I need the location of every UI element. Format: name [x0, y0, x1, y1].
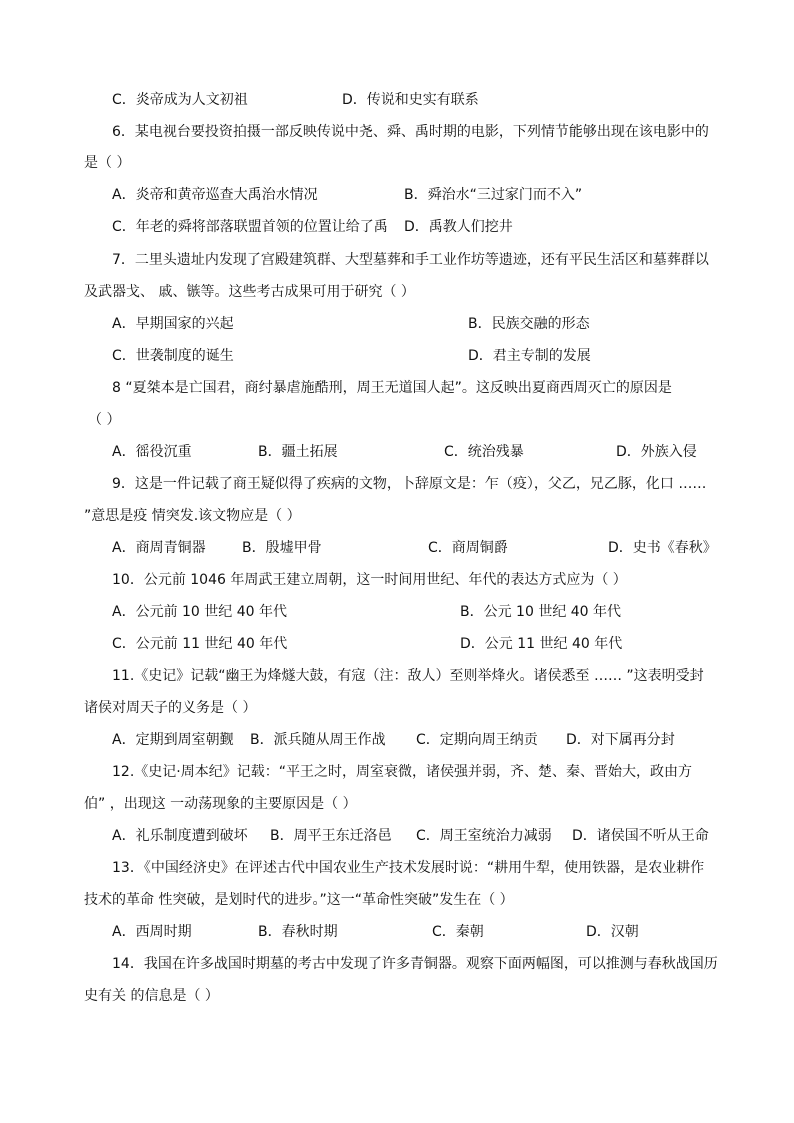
- question-11-cont: 诸侯对周天子的义务是（ ）: [84, 700, 257, 716]
- option-12c: C．周王室统治力减弱: [416, 828, 552, 844]
- option-13c: C．秦朝: [432, 924, 484, 940]
- option-13b: B．春秋时期: [258, 924, 338, 940]
- question-8: 8 “夏桀本是亡国君，商纣暴虐施酷刑，周王无道国人起”。这反映出夏商西周灭亡的原因是: [112, 380, 672, 396]
- question-8-cont: （ ）: [88, 412, 121, 428]
- option-9c: C．商周铜爵: [428, 540, 508, 556]
- option-10a: A．公元前 10 世纪 40 年代: [112, 604, 288, 620]
- question-12-cont: 伯” ，出现这 一动荡现象的主要原因是（ ）: [84, 796, 357, 812]
- option-5c: C．炎帝成为人文初祖: [112, 92, 248, 108]
- option-10b: B．公元 10 世纪 40 年代: [460, 604, 622, 620]
- question-6: 6．某电视台要投资拍摄一部反映传说中尧、舜、禹时期的电影，下列情节能够出现在该电影中的: [112, 124, 709, 140]
- option-11b: B．派兵随从周王作战: [250, 732, 386, 748]
- option-7a: A．早期国家的兴起: [112, 316, 234, 332]
- option-9a: A．商周青铜器: [112, 540, 206, 556]
- option-8a: A．徭役沉重: [112, 444, 192, 460]
- question-7: 7．二里头遗址内发现了宫殿建筑群、大型墓葬和手工业作坊等遗迹，还有平民生活区和墓葬群以: [112, 252, 709, 268]
- option-10c: C．公元前 11 世纪 40 年代: [112, 636, 288, 652]
- question-12: 12.《史记·周本纪》记载：“平王之时，周室衰微，诸侯强并弱，齐、楚、秦、晋始大，政由方: [112, 764, 692, 780]
- option-12d: D．诸侯国不听从王命: [572, 828, 709, 844]
- question-14-cont: 史有关 的信息是（ ）: [84, 988, 219, 1004]
- option-8b: B．疆土拓展: [258, 444, 338, 460]
- question-11: 11.《史记》记载“幽王为烽燧大鼓，有寇（注：敌人）至则举烽火。诸侯悉至 …… ”这表明受封: [112, 668, 704, 684]
- question-10: 10．公元前 1046 年周武王建立周朝，这一时间用世纪、年代的表达方式应为（ ）: [112, 572, 627, 588]
- option-7c: C．世袭制度的诞生: [112, 348, 234, 364]
- question-13-cont: 技术的革命 性突破，是划时代的进步。”这一“革命性突破”发生在（ ）: [84, 892, 514, 908]
- option-9d: D．史书《春秋》: [608, 540, 717, 556]
- option-11a: A．定期到周室朝觐: [112, 732, 234, 748]
- option-6b: B．舜治水“三过家门而不入”: [404, 187, 583, 203]
- option-13a: A．西周时期: [112, 924, 192, 940]
- option-11c: C．定期向周王纳贡: [416, 732, 538, 748]
- option-8c: C．统治残暴: [444, 444, 524, 460]
- question-13: 13．《中国经济史》在评述古代中国农业生产技术发展时说：“耕用牛犁，使用铁器，是农业耕作: [112, 860, 705, 876]
- question-6-cont: 是（ ）: [84, 155, 131, 171]
- option-9b: B．殷墟甲骨: [242, 540, 322, 556]
- option-8d: D．外族入侵: [616, 444, 697, 460]
- option-10d: D．公元 11 世纪 40 年代: [460, 636, 623, 652]
- option-7d: D．君主专制的发展: [468, 348, 591, 364]
- question-9-cont: ”意思是疫 情突发.该文物应是（ ）: [84, 508, 301, 524]
- question-7-cont: 及武器戈、 戚、镞等。这些考古成果可用于研究（ ）: [84, 284, 415, 300]
- option-12a: A．礼乐制度遭到破坏: [112, 828, 248, 844]
- option-6c: C．年老的舜将部落联盟首领的位置让给了禹: [112, 219, 388, 235]
- option-13d: D．汉朝: [586, 924, 639, 940]
- option-6d: D．禹教人们挖井: [404, 219, 513, 235]
- option-7b: B．民族交融的形态: [468, 316, 590, 332]
- question-14: 14．我国在许多战国时期墓的考古中发现了许多青铜器。观察下面两幅图，可以推测与春秋战国历: [112, 956, 718, 972]
- option-6a: A．炎帝和黄帝巡查大禹治水情况: [112, 187, 318, 203]
- option-11d: D．对下属再分封: [566, 732, 675, 748]
- option-12b: B．周平王东迁洛邑: [270, 828, 392, 844]
- question-9: 9．这是一件记载了商王疑似得了疾病的文物，卜辞原文是：乍（疫），父乙，兄乙豚，化口 ……: [112, 476, 707, 492]
- option-5d: D．传说和史实有联系: [342, 92, 479, 108]
